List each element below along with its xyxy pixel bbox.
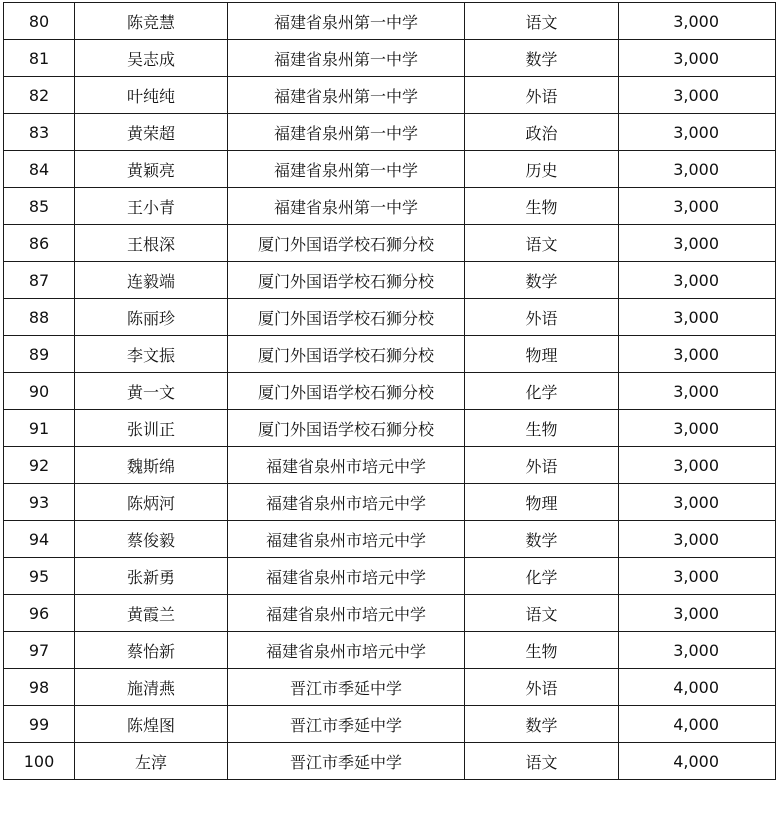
teacher-name-cell: 陈竞慧 <box>75 3 228 40</box>
award-amount-cell: 3,000 <box>619 410 776 447</box>
subject-cell: 外语 <box>465 447 619 484</box>
teacher-name-cell: 王根深 <box>75 225 228 262</box>
school-name-cell: 厦门外国语学校石狮分校 <box>228 410 465 447</box>
teacher-name-cell: 左淳 <box>75 743 228 780</box>
subject-cell: 语文 <box>465 595 619 632</box>
row-number-cell: 87 <box>4 262 75 299</box>
award-amount-cell: 3,000 <box>619 336 776 373</box>
subject-cell: 生物 <box>465 410 619 447</box>
school-name-cell: 晋江市季延中学 <box>228 743 465 780</box>
table-row <box>4 151 776 188</box>
teacher-name-cell: 王小青 <box>75 188 228 225</box>
table-body <box>4 3 776 780</box>
teacher-name-cell: 张训正 <box>75 410 228 447</box>
row-number-cell: 96 <box>4 595 75 632</box>
award-table <box>3 2 776 780</box>
subject-cell: 语文 <box>465 743 619 780</box>
row-number-cell: 92 <box>4 447 75 484</box>
award-amount-cell: 3,000 <box>619 151 776 188</box>
table-row <box>4 410 776 447</box>
teacher-name-cell: 陈炳河 <box>75 484 228 521</box>
award-amount-cell: 3,000 <box>619 447 776 484</box>
table-row <box>4 373 776 410</box>
subject-cell: 外语 <box>465 669 619 706</box>
school-name-cell: 福建省泉州市培元中学 <box>228 521 465 558</box>
row-number-cell: 99 <box>4 706 75 743</box>
table-row <box>4 77 776 114</box>
award-amount-cell: 3,000 <box>619 3 776 40</box>
table-row <box>4 521 776 558</box>
table-row <box>4 595 776 632</box>
subject-cell: 生物 <box>465 632 619 669</box>
school-name-cell: 福建省泉州市培元中学 <box>228 484 465 521</box>
school-name-cell: 晋江市季延中学 <box>228 669 465 706</box>
subject-cell: 数学 <box>465 40 619 77</box>
table-row <box>4 262 776 299</box>
row-number-cell: 84 <box>4 151 75 188</box>
table-row <box>4 706 776 743</box>
award-amount-cell: 3,000 <box>619 40 776 77</box>
award-amount-cell: 3,000 <box>619 373 776 410</box>
subject-cell: 语文 <box>465 3 619 40</box>
award-amount-cell: 3,000 <box>619 595 776 632</box>
row-number-cell: 97 <box>4 632 75 669</box>
teacher-name-cell: 黄荣超 <box>75 114 228 151</box>
table-row <box>4 188 776 225</box>
school-name-cell: 福建省泉州第一中学 <box>228 77 465 114</box>
table-row <box>4 3 776 40</box>
teacher-name-cell: 蔡怡新 <box>75 632 228 669</box>
row-number-cell: 100 <box>4 743 75 780</box>
teacher-name-cell: 黄霞兰 <box>75 595 228 632</box>
table-row <box>4 743 776 780</box>
row-number-cell: 86 <box>4 225 75 262</box>
table-row <box>4 336 776 373</box>
subject-cell: 政治 <box>465 114 619 151</box>
award-amount-cell: 3,000 <box>619 262 776 299</box>
row-number-cell: 91 <box>4 410 75 447</box>
row-number-cell: 85 <box>4 188 75 225</box>
row-number-cell: 80 <box>4 3 75 40</box>
subject-cell: 数学 <box>465 521 619 558</box>
school-name-cell: 厦门外国语学校石狮分校 <box>228 373 465 410</box>
teacher-name-cell: 叶纯纯 <box>75 77 228 114</box>
award-amount-cell: 3,000 <box>619 225 776 262</box>
award-amount-cell: 3,000 <box>619 188 776 225</box>
school-name-cell: 福建省泉州市培元中学 <box>228 447 465 484</box>
subject-cell: 物理 <box>465 484 619 521</box>
school-name-cell: 福建省泉州市培元中学 <box>228 632 465 669</box>
row-number-cell: 98 <box>4 669 75 706</box>
table-row <box>4 558 776 595</box>
table-row <box>4 40 776 77</box>
school-name-cell: 福建省泉州第一中学 <box>228 40 465 77</box>
table-row <box>4 632 776 669</box>
table-row <box>4 447 776 484</box>
subject-cell: 化学 <box>465 558 619 595</box>
award-amount-cell: 3,000 <box>619 521 776 558</box>
table-row <box>4 299 776 336</box>
school-name-cell: 厦门外国语学校石狮分校 <box>228 225 465 262</box>
teacher-name-cell: 施清燕 <box>75 669 228 706</box>
school-name-cell: 厦门外国语学校石狮分校 <box>228 299 465 336</box>
table-row <box>4 225 776 262</box>
row-number-cell: 81 <box>4 40 75 77</box>
subject-cell: 物理 <box>465 336 619 373</box>
award-amount-cell: 3,000 <box>619 632 776 669</box>
award-amount-cell: 3,000 <box>619 299 776 336</box>
teacher-name-cell: 连毅端 <box>75 262 228 299</box>
row-number-cell: 94 <box>4 521 75 558</box>
subject-cell: 数学 <box>465 262 619 299</box>
school-name-cell: 福建省泉州第一中学 <box>228 114 465 151</box>
teacher-name-cell: 蔡俊毅 <box>75 521 228 558</box>
row-number-cell: 90 <box>4 373 75 410</box>
award-amount-cell: 3,000 <box>619 484 776 521</box>
teacher-name-cell: 黄颖亮 <box>75 151 228 188</box>
school-name-cell: 福建省泉州市培元中学 <box>228 595 465 632</box>
school-name-cell: 福建省泉州第一中学 <box>228 188 465 225</box>
row-number-cell: 89 <box>4 336 75 373</box>
row-number-cell: 83 <box>4 114 75 151</box>
subject-cell: 生物 <box>465 188 619 225</box>
teacher-name-cell: 李文振 <box>75 336 228 373</box>
school-name-cell: 福建省泉州第一中学 <box>228 3 465 40</box>
table-row <box>4 484 776 521</box>
school-name-cell: 晋江市季延中学 <box>228 706 465 743</box>
award-amount-cell: 3,000 <box>619 77 776 114</box>
school-name-cell: 厦门外国语学校石狮分校 <box>228 262 465 299</box>
table-row <box>4 669 776 706</box>
subject-cell: 数学 <box>465 706 619 743</box>
subject-cell: 历史 <box>465 151 619 188</box>
table-row <box>4 114 776 151</box>
subject-cell: 语文 <box>465 225 619 262</box>
award-amount-cell: 4,000 <box>619 743 776 780</box>
award-amount-cell: 3,000 <box>619 114 776 151</box>
award-amount-cell: 4,000 <box>619 669 776 706</box>
subject-cell: 外语 <box>465 77 619 114</box>
row-number-cell: 88 <box>4 299 75 336</box>
row-number-cell: 95 <box>4 558 75 595</box>
teacher-name-cell: 陈丽珍 <box>75 299 228 336</box>
school-name-cell: 福建省泉州第一中学 <box>228 151 465 188</box>
row-number-cell: 82 <box>4 77 75 114</box>
teacher-name-cell: 魏斯绵 <box>75 447 228 484</box>
award-amount-cell: 3,000 <box>619 558 776 595</box>
teacher-name-cell: 黄一文 <box>75 373 228 410</box>
subject-cell: 外语 <box>465 299 619 336</box>
teacher-name-cell: 张新勇 <box>75 558 228 595</box>
school-name-cell: 福建省泉州市培元中学 <box>228 558 465 595</box>
subject-cell: 化学 <box>465 373 619 410</box>
row-number-cell: 93 <box>4 484 75 521</box>
teacher-name-cell: 吴志成 <box>75 40 228 77</box>
school-name-cell: 厦门外国语学校石狮分校 <box>228 336 465 373</box>
award-amount-cell: 4,000 <box>619 706 776 743</box>
teacher-name-cell: 陈煌图 <box>75 706 228 743</box>
